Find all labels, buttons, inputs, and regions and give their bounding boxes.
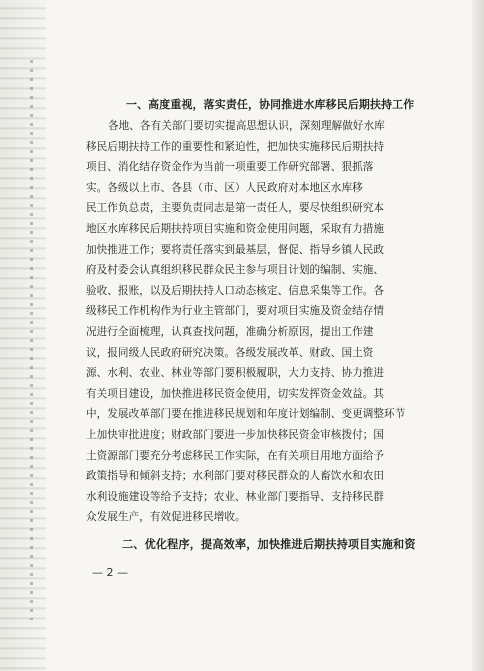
paragraph-line: 府及村委会认真组织移民群众民主参与项目计划的编制、实施、 (86, 264, 385, 277)
paragraph-line: 源、水利、农业、林业等部门要积极履职，大力支持、协力推进 (86, 367, 385, 380)
scan-binding-edge (0, 0, 46, 671)
paragraph-line: 上加快审批进度；财政部门要进一步加快移民资金审核拨付；国 (86, 428, 385, 441)
paragraph-line: 实。各级以上市、各县（市、区）人民政府对本地区水库移 (86, 181, 363, 194)
paragraph-line: 民工作负总责，主要负责同志是第一责任人，要尽快组织研究本 (86, 202, 385, 215)
paragraph-body (86, 116, 416, 528)
paragraph-line: 土资源部门要充分考虑移民工作实际，在有关项目用地方面给予 (86, 449, 385, 462)
paragraph-line: 地区水库移民后期扶持项目实施和资金使用问题，采取有力措施 (86, 222, 385, 235)
paragraph-line: 验收、报账，以及后期扶持人口动态核定、信息采集等工作。各 (86, 284, 385, 297)
paragraph-line: 项目、消化结存资金作为当前一项重要工作研究部署、狠抓落 (86, 161, 374, 174)
paragraph-line: 加快推进工作；要将责任落实到最基层，督促、指导乡镇人民政 (86, 243, 385, 256)
paragraph-line: 众发展生产，有效促进移民增收。 (86, 511, 246, 524)
scan-right-edge (472, 0, 484, 671)
page-number: — 2 — (92, 566, 128, 579)
paragraph-line: 有关项目建设，加快推进移民资金使用，切实发挥资金效益。其 (86, 387, 385, 400)
paragraph-line: 级移民工作机构作为行业主管部门，要对项目实施及资金结存情 (86, 305, 385, 318)
paragraph-line: 水利设施建设等给予支持；农业、林业部门要指导、支持移民群 (86, 490, 385, 503)
paragraph-line: 政策指导和倾斜支持；水利部门要对移民群众的人畜饮水和农田 (86, 470, 385, 483)
paragraph-line: 况进行全面梳理，认真查找问题，准确分析原因，提出工作建 (86, 325, 374, 338)
paragraph-line: 移民后期扶持工作的重要性和紧迫性，把加快实施移民后期扶持 (86, 140, 385, 153)
paragraph-line: 议，报同级人民政府研究决策。各级发展改革、财政、国土资 (86, 346, 374, 359)
section-heading-1: 一、高度重视，落实责任，协同推进水库移民后期扶持工作 (126, 98, 415, 111)
document-body (86, 96, 416, 552)
paragraph-line: 中，发展改革部门要在推进移民规划和年度计划编制、变更调整环节 (86, 408, 406, 421)
paragraph-line: 各地、各有关部门要切实提高思想认识，深刻理解做好水库 (108, 120, 385, 132)
section-heading-2: 二、优化程序，提高效率，加快推进后期扶持项目实施和资 (122, 537, 416, 551)
